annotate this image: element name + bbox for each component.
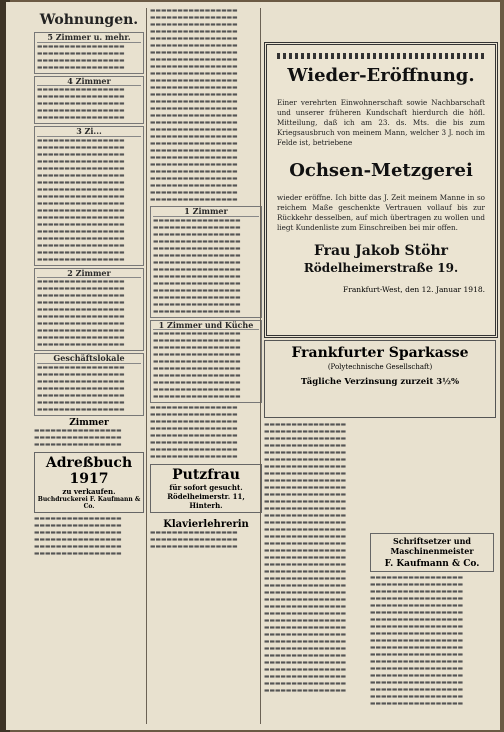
wiedereroeffnung-ad [264,42,498,338]
putzfrau-addr: Rödelheimerstr. 11, Hinterh. [167,492,245,511]
zimmer-heading: Zimmer [69,417,109,428]
ad-footer-date: Frankfurt-West, den 12. Januar 1918. [343,285,485,294]
schriftsetzer-company: F. Kaufmann & Co. [384,559,480,569]
column-rule [260,8,261,724]
putzfrau-sub: für sofort gesucht. [169,483,243,493]
ad-ornament [277,53,485,59]
section-2-zimmer: 2 Zimmer ▬▬▬▬▬▬▬▬▬▬▬▬▬▬▬▬ ▬▬▬▬▬▬▬▬▬▬▬▬▬▬▬▬ ▬▬▬▬▬▬▬▬▬▬▬▬▬▬▬▬ ▬▬▬▬▬▬▬▬▬▬▬▬▬▬▬▬ ▬▬▬▬▬▬▬▬▬▬▬▬▬▬▬▬ ▬▬▬▬▬▬▬▬▬▬▬▬▬▬▬▬ ▬▬▬▬▬▬▬▬▬▬▬▬▬▬▬▬ ▬▬▬▬▬▬▬▬▬▬▬▬▬▬▬▬ ▬▬▬▬▬▬▬▬▬▬▬▬▬▬▬▬ ▬▬▬▬▬▬▬▬▬▬▬▬▬▬▬▬ [34,268,144,352]
section-3-zimmer: 3 Zi... ▬▬▬▬▬▬▬▬▬▬▬▬▬▬▬▬ ▬▬▬▬▬▬▬▬▬▬▬▬▬▬▬▬ ▬▬▬▬▬▬▬▬▬▬▬▬▬▬▬▬ ▬▬▬▬▬▬▬▬▬▬▬▬▬▬▬▬ ▬▬▬▬▬▬▬▬▬▬▬▬▬▬▬▬ ▬▬▬▬▬▬▬▬▬▬▬▬▬▬▬▬ ▬▬▬▬▬▬▬▬▬▬▬▬▬▬▬▬ ▬▬▬▬▬▬▬▬▬▬▬▬▬▬▬▬ ▬▬▬▬▬▬▬▬▬▬▬▬▬▬▬▬ ▬▬▬▬▬▬▬▬▬▬▬▬▬▬▬▬ ▬▬▬▬▬▬▬▬▬▬▬▬▬▬▬▬ ▬▬▬▬▬▬▬▬▬▬▬▬▬▬▬▬ ▬▬▬▬▬▬▬▬▬▬▬▬▬▬▬▬ ▬▬▬▬▬▬▬▬▬▬▬▬▬▬▬▬ ▬▬▬▬▬▬▬▬▬▬▬▬▬▬▬▬ ▬▬▬▬▬▬▬▬▬▬▬▬▬▬▬▬ ▬▬▬▬▬▬▬▬▬▬▬▬▬▬▬▬ ▬▬▬▬▬▬▬▬▬▬▬▬▬▬▬▬ [34,126,144,266]
ad-text-body: wieder eröffne. Ich bitte das J. Zeit meinem Manne in so reichem Maße geschenkte Vertrauen vollauf bis zur Rückkehr desselben, auf mich übertragen zu wollen und liegt Kundenliste zum Einschreiben bei mir offen. [277,193,485,232]
adressbuch-line: Buchdruckerei F. Kaufmann & Co. [37,495,141,510]
putzfrau-ad [150,464,262,513]
column-wohnungen: Wohnungen. 5 Zimmer u. mehr. ▬▬▬▬▬▬▬▬▬▬▬▬▬▬▬▬ ▬▬▬▬▬▬▬▬▬▬▬▬▬▬▬▬ ▬▬▬▬▬▬▬▬▬▬▬▬▬▬▬▬ ▬▬▬▬▬▬▬▬▬▬▬▬▬▬▬▬ 4 Zimmer ▬▬▬▬▬▬▬▬▬▬▬▬▬▬▬▬ ▬▬▬▬▬▬▬▬▬▬▬▬▬▬▬▬ ▬▬▬▬▬▬▬▬▬▬▬▬▬▬▬▬ ▬▬▬▬▬▬▬▬▬▬▬▬▬▬▬▬ ▬▬▬▬▬▬▬▬▬▬▬▬▬▬▬▬ 3 Zi... ▬▬▬▬▬▬▬▬▬▬▬▬▬▬▬▬ ▬▬▬▬▬▬▬▬▬▬▬▬▬▬▬▬ ▬▬▬▬▬▬▬▬▬▬▬▬▬▬▬▬ ▬▬▬▬▬▬▬▬▬▬▬▬▬▬▬▬ ▬▬▬▬▬▬▬▬▬▬▬▬▬▬▬▬ ▬▬▬▬▬▬▬▬▬▬▬▬▬▬▬▬ ▬▬▬▬▬▬▬▬▬▬▬▬▬▬▬▬ ▬▬▬▬▬▬▬▬▬▬▬▬▬▬▬▬ ▬▬▬▬▬▬▬▬▬▬▬▬▬▬▬▬ ▬▬▬▬▬▬▬▬▬▬▬▬▬▬▬▬ ▬▬▬▬▬▬▬▬▬▬▬▬▬▬▬▬ ▬▬▬▬▬▬▬▬▬▬▬▬▬▬▬▬ ▬▬▬▬▬▬▬▬▬▬▬▬▬▬▬▬ ▬▬▬▬▬▬▬▬▬▬▬▬▬▬▬▬ ▬▬▬▬▬▬▬▬▬▬▬▬▬▬▬▬ ▬▬▬▬▬▬▬▬▬▬▬▬▬▬▬▬ ▬▬▬▬▬▬▬▬▬▬▬▬▬▬▬▬ ▬▬▬▬▬▬▬▬▬▬▬▬▬▬▬▬ 2 Zimmer ▬▬▬▬▬▬▬▬▬▬▬▬▬▬▬▬ ▬▬▬▬▬▬▬▬▬▬▬▬▬▬▬▬ ▬▬▬▬▬▬▬▬▬▬▬▬▬▬▬▬ ▬▬▬▬▬▬▬▬▬▬▬▬▬▬▬▬ ▬▬▬▬▬▬▬▬▬▬▬▬▬▬▬▬ ▬▬▬▬▬▬▬▬▬▬▬▬▬▬▬▬ ▬▬▬▬▬▬▬▬▬▬▬▬▬▬▬▬ ▬▬▬▬▬▬▬▬▬▬▬▬▬▬▬▬ ▬▬▬▬▬▬▬▬▬▬▬▬▬▬▬▬ ▬▬▬▬▬▬▬▬▬▬▬▬▬▬▬▬ Geschäftslokale ▬▬▬▬▬▬▬▬▬▬▬▬▬▬▬▬ ▬▬▬▬▬▬▬▬▬▬▬▬▬▬▬▬ ▬▬▬▬▬▬▬▬▬▬▬▬▬▬▬▬ ▬▬▬▬▬▬▬▬▬▬▬▬▬▬▬▬ ▬▬▬▬▬▬▬▬▬▬▬▬▬▬▬▬ ▬▬▬▬▬▬▬▬▬▬▬▬▬▬▬▬ ▬▬▬▬▬▬▬▬▬▬▬▬▬▬▬▬ Zimmer ▬▬▬▬▬▬▬▬▬▬▬▬▬▬▬▬ ▬▬▬▬▬▬▬▬▬▬▬▬▬▬▬▬ ▬▬▬▬▬▬▬▬▬▬▬▬▬▬▬▬ Adreßbuch 1917 zu verkaufen. Buchdruckerei F. Kaufmann & Co. ▬▬▬▬▬▬▬▬▬▬▬▬▬▬▬▬ ▬▬▬▬▬▬▬▬▬▬▬▬▬▬▬▬ ▬▬▬▬▬▬▬▬▬▬▬▬▬▬▬▬ ▬▬▬▬▬▬▬▬▬▬▬▬▬▬▬▬ ▬▬▬▬▬▬▬▬▬▬▬▬▬▬▬▬ ▬▬▬▬▬▬▬▬▬▬▬▬▬▬▬▬ [34,8,144,722]
klavierlehrerin-ad: Klavierlehrerin [163,519,249,531]
sparkasse-ad [264,340,496,418]
section-1-zimmer-kueche: 1 Zimmer und Küche ▬▬▬▬▬▬▬▬▬▬▬▬▬▬▬▬ ▬▬▬▬▬▬▬▬▬▬▬▬▬▬▬▬ ▬▬▬▬▬▬▬▬▬▬▬▬▬▬▬▬ ▬▬▬▬▬▬▬▬▬▬▬▬▬▬▬▬ ▬▬▬▬▬▬▬▬▬▬▬▬▬▬▬▬ ▬▬▬▬▬▬▬▬▬▬▬▬▬▬▬▬ ▬▬▬▬▬▬▬▬▬▬▬▬▬▬▬▬ ▬▬▬▬▬▬▬▬▬▬▬▬▬▬▬▬ ▬▬▬▬▬▬▬▬▬▬▬▬▬▬▬▬ ▬▬▬▬▬▬▬▬▬▬▬▬▬▬▬▬ [150,320,262,404]
sparkasse-rate: Tägliche Verzinsung zurzeit 3½% [300,377,460,387]
ad-owner-name: Frau Jakob Stöhr [313,243,449,259]
adressbuch-ad [34,452,144,513]
ad-title: Wieder-Eröffnung. [287,65,475,86]
ad-text-intro: Einer verehrten Einwohnerschaft sowie Nachbarschaft und unserer früheren Kundschaft hierdurch die höfl. Mitteilung, daß ich am 23. ds. Mts. die bis zum Kriegsausbruch von meinem Mann, welcher 3 J. noch im Felde ist, betriebene [277,98,485,147]
ad-address: Rödelheimerstraße 19. [303,261,459,275]
column-rule [146,8,147,724]
schriftsetzer-title: Schriftsetzer und Maschinenmeister [390,536,474,556]
section-5-zimmer: 5 Zimmer u. mehr. ▬▬▬▬▬▬▬▬▬▬▬▬▬▬▬▬ ▬▬▬▬▬▬▬▬▬▬▬▬▬▬▬▬ ▬▬▬▬▬▬▬▬▬▬▬▬▬▬▬▬ ▬▬▬▬▬▬▬▬▬▬▬▬▬▬▬▬ [34,32,144,74]
adressbuch-title: Adreßbuch 1917 [45,454,133,487]
section-4-zimmer: 4 Zimmer ▬▬▬▬▬▬▬▬▬▬▬▬▬▬▬▬ ▬▬▬▬▬▬▬▬▬▬▬▬▬▬▬▬ ▬▬▬▬▬▬▬▬▬▬▬▬▬▬▬▬ ▬▬▬▬▬▬▬▬▬▬▬▬▬▬▬▬ ▬▬▬▬▬▬▬▬▬▬▬▬▬▬▬▬ [34,76,144,125]
newspaper-page [6,2,500,730]
column-zimmer: ▬▬▬▬▬▬▬▬▬▬▬▬▬▬▬▬ ▬▬▬▬▬▬▬▬▬▬▬▬▬▬▬▬ ▬▬▬▬▬▬▬▬▬▬▬▬▬▬▬▬ ▬▬▬▬▬▬▬▬▬▬▬▬▬▬▬▬ ▬▬▬▬▬▬▬▬▬▬▬▬▬▬▬▬ ▬▬▬▬▬▬▬▬▬▬▬▬▬▬▬▬ ▬▬▬▬▬▬▬▬▬▬▬▬▬▬▬▬ ▬▬▬▬▬▬▬▬▬▬▬▬▬▬▬▬ ▬▬▬▬▬▬▬▬▬▬▬▬▬▬▬▬ ▬▬▬▬▬▬▬▬▬▬▬▬▬▬▬▬ ▬▬▬▬▬▬▬▬▬▬▬▬▬▬▬▬ ▬▬▬▬▬▬▬▬▬▬▬▬▬▬▬▬ ▬▬▬▬▬▬▬▬▬▬▬▬▬▬▬▬ ▬▬▬▬▬▬▬▬▬▬▬▬▬▬▬▬ ▬▬▬▬▬▬▬▬▬▬▬▬▬▬▬▬ ▬▬▬▬▬▬▬▬▬▬▬▬▬▬▬▬ ▬▬▬▬▬▬▬▬▬▬▬▬▬▬▬▬ ▬▬▬▬▬▬▬▬▬▬▬▬▬▬▬▬ ▬▬▬▬▬▬▬▬▬▬▬▬▬▬▬▬ ▬▬▬▬▬▬▬▬▬▬▬▬▬▬▬▬ ▬▬▬▬▬▬▬▬▬▬▬▬▬▬▬▬ ▬▬▬▬▬▬▬▬▬▬▬▬▬▬▬▬ ▬▬▬▬▬▬▬▬▬▬▬▬▬▬▬▬ ▬▬▬▬▬▬▬▬▬▬▬▬▬▬▬▬ ▬▬▬▬▬▬▬▬▬▬▬▬▬▬▬▬ ▬▬▬▬▬▬▬▬▬▬▬▬▬▬▬▬ ▬▬▬▬▬▬▬▬▬▬▬▬▬▬▬▬ ▬▬▬▬▬▬▬▬▬▬▬▬▬▬▬▬ 1 Zimmer ▬▬▬▬▬▬▬▬▬▬▬▬▬▬▬▬ ▬▬▬▬▬▬▬▬▬▬▬▬▬▬▬▬ ▬▬▬▬▬▬▬▬▬▬▬▬▬▬▬▬ ▬▬▬▬▬▬▬▬▬▬▬▬▬▬▬▬ ▬▬▬▬▬▬▬▬▬▬▬▬▬▬▬▬ ▬▬▬▬▬▬▬▬▬▬▬▬▬▬▬▬ ▬▬▬▬▬▬▬▬▬▬▬▬▬▬▬▬ ▬▬▬▬▬▬▬▬▬▬▬▬▬▬▬▬ ▬▬▬▬▬▬▬▬▬▬▬▬▬▬▬▬ ▬▬▬▬▬▬▬▬▬▬▬▬▬▬▬▬ ▬▬▬▬▬▬▬▬▬▬▬▬▬▬▬▬ ▬▬▬▬▬▬▬▬▬▬▬▬▬▬▬▬ ▬▬▬▬▬▬▬▬▬▬▬▬▬▬▬▬ ▬▬▬▬▬▬▬▬▬▬▬▬▬▬▬▬ 1 Zimmer und Küche ▬▬▬▬▬▬▬▬▬▬▬▬▬▬▬▬ ▬▬▬▬▬▬▬▬▬▬▬▬▬▬▬▬ ▬▬▬▬▬▬▬▬▬▬▬▬▬▬▬▬ ▬▬▬▬▬▬▬▬▬▬▬▬▬▬▬▬ ▬▬▬▬▬▬▬▬▬▬▬▬▬▬▬▬ ▬▬▬▬▬▬▬▬▬▬▬▬▬▬▬▬ ▬▬▬▬▬▬▬▬▬▬▬▬▬▬▬▬ ▬▬▬▬▬▬▬▬▬▬▬▬▬▬▬▬ ▬▬▬▬▬▬▬▬▬▬▬▬▬▬▬▬ ▬▬▬▬▬▬▬▬▬▬▬▬▬▬▬▬ ▬▬▬▬▬▬▬▬▬▬▬▬▬▬▬▬ ▬▬▬▬▬▬▬▬▬▬▬▬▬▬▬▬ ▬▬▬▬▬▬▬▬▬▬▬▬▬▬▬▬ ▬▬▬▬▬▬▬▬▬▬▬▬▬▬▬▬ ▬▬▬▬▬▬▬▬▬▬▬▬▬▬▬▬ ▬▬▬▬▬▬▬▬▬▬▬▬▬▬▬▬ ▬▬▬▬▬▬▬▬▬▬▬▬▬▬▬▬ ▬▬▬▬▬▬▬▬▬▬▬▬▬▬▬▬ Putzfrau für sofort gesucht. Rödelheimerstr. 11, Hinterh. Klavierlehrerin ▬▬▬▬▬▬▬▬▬▬▬▬▬▬▬▬ ▬▬▬▬▬▬▬▬▬▬▬▬▬▬▬▬ ▬▬▬▬▬▬▬▬▬▬▬▬▬▬▬▬ [150,8,262,722]
schriftsetzer-ad [370,533,494,572]
section-geschaeftslokale: Geschäftslokale ▬▬▬▬▬▬▬▬▬▬▬▬▬▬▬▬ ▬▬▬▬▬▬▬▬▬▬▬▬▬▬▬▬ ▬▬▬▬▬▬▬▬▬▬▬▬▬▬▬▬ ▬▬▬▬▬▬▬▬▬▬▬▬▬▬▬▬ ▬▬▬▬▬▬▬▬▬▬▬▬▬▬▬▬ ▬▬▬▬▬▬▬▬▬▬▬▬▬▬▬▬ ▬▬▬▬▬▬▬▬▬▬▬▬▬▬▬▬ [34,353,144,416]
ad-shop-name: Ochsen-Metzgerei [289,160,473,181]
sparkasse-sub: (Polytechnische Gesellschaft) [327,363,433,371]
putzfrau-title: Putzfrau [172,467,240,484]
section-1-zimmer: 1 Zimmer ▬▬▬▬▬▬▬▬▬▬▬▬▬▬▬▬ ▬▬▬▬▬▬▬▬▬▬▬▬▬▬▬▬ ▬▬▬▬▬▬▬▬▬▬▬▬▬▬▬▬ ▬▬▬▬▬▬▬▬▬▬▬▬▬▬▬▬ ▬▬▬▬▬▬▬▬▬▬▬▬▬▬▬▬ ▬▬▬▬▬▬▬▬▬▬▬▬▬▬▬▬ ▬▬▬▬▬▬▬▬▬▬▬▬▬▬▬▬ ▬▬▬▬▬▬▬▬▬▬▬▬▬▬▬▬ ▬▬▬▬▬▬▬▬▬▬▬▬▬▬▬▬ ▬▬▬▬▬▬▬▬▬▬▬▬▬▬▬▬ ▬▬▬▬▬▬▬▬▬▬▬▬▬▬▬▬ ▬▬▬▬▬▬▬▬▬▬▬▬▬▬▬▬ ▬▬▬▬▬▬▬▬▬▬▬▬▬▬▬▬ ▬▬▬▬▬▬▬▬▬▬▬▬▬▬▬▬ [150,206,262,318]
wohnungen-heading: Wohnungen. [39,12,139,28]
adressbuch-sub: zu verkaufen. [62,486,116,496]
column-anzeigen: ▬▬▬▬▬▬▬▬▬▬▬▬▬▬▬ ▬▬▬▬▬▬▬▬▬▬▬▬▬▬▬ ▬▬▬▬▬▬▬▬▬▬▬▬▬▬▬ ▬▬▬▬▬▬▬▬▬▬▬▬▬▬▬ ▬▬▬▬▬▬▬▬▬▬▬▬▬▬▬ ▬▬▬▬▬▬▬▬▬▬▬▬▬▬▬ ▬▬▬▬▬▬▬▬▬▬▬▬▬▬▬ ▬▬▬▬▬▬▬▬▬▬▬▬▬▬▬ ▬▬▬▬▬▬▬▬▬▬▬▬▬▬▬ ▬▬▬▬▬▬▬▬▬▬▬▬▬▬▬ ▬▬▬▬▬▬▬▬▬▬▬▬▬▬▬ ▬▬▬▬▬▬▬▬▬▬▬▬▬▬▬ ▬▬▬▬▬▬▬▬▬▬▬▬▬▬▬ ▬▬▬▬▬▬▬▬▬▬▬▬▬▬▬ ▬▬▬▬▬▬▬▬▬▬▬▬▬▬▬ ▬▬▬▬▬▬▬▬▬▬▬▬▬▬▬ ▬▬▬▬▬▬▬▬▬▬▬▬▬▬▬ ▬▬▬▬▬▬▬▬▬▬▬▬▬▬▬ ▬▬▬▬▬▬▬▬▬▬▬▬▬▬▬ ▬▬▬▬▬▬▬▬▬▬▬▬▬▬▬ ▬▬▬▬▬▬▬▬▬▬▬▬▬▬▬ ▬▬▬▬▬▬▬▬▬▬▬▬▬▬▬ ▬▬▬▬▬▬▬▬▬▬▬▬▬▬▬ ▬▬▬▬▬▬▬▬▬▬▬▬▬▬▬ ▬▬▬▬▬▬▬▬▬▬▬▬▬▬▬ ▬▬▬▬▬▬▬▬▬▬▬▬▬▬▬ ▬▬▬▬▬▬▬▬▬▬▬▬▬▬▬ ▬▬▬▬▬▬▬▬▬▬▬▬▬▬▬ ▬▬▬▬▬▬▬▬▬▬▬▬▬▬▬ ▬▬▬▬▬▬▬▬▬▬▬▬▬▬▬ ▬▬▬▬▬▬▬▬▬▬▬▬▬▬▬ ▬▬▬▬▬▬▬▬▬▬▬▬▬▬▬ ▬▬▬▬▬▬▬▬▬▬▬▬▬▬▬ ▬▬▬▬▬▬▬▬▬▬▬▬▬▬▬ ▬▬▬▬▬▬▬▬▬▬▬▬▬▬▬ ▬▬▬▬▬▬▬▬▬▬▬▬▬▬▬ ▬▬▬▬▬▬▬▬▬▬▬▬▬▬▬ ▬▬▬▬▬▬▬▬▬▬▬▬▬▬▬ ▬▬▬▬▬▬▬▬▬▬▬▬▬▬▬ [264,422,347,694]
column-stellen: Schriftsetzer und Maschinenmeister F. Kaufmann & Co. ▬▬▬▬▬▬▬▬▬▬▬▬▬▬▬▬▬ ▬▬▬▬▬▬▬▬▬▬▬▬▬▬▬▬▬ ▬▬▬▬▬▬▬▬▬▬▬▬▬▬▬▬▬ ▬▬▬▬▬▬▬▬▬▬▬▬▬▬▬▬▬ ▬▬▬▬▬▬▬▬▬▬▬▬▬▬▬▬▬ ▬▬▬▬▬▬▬▬▬▬▬▬▬▬▬▬▬ ▬▬▬▬▬▬▬▬▬▬▬▬▬▬▬▬▬ ▬▬▬▬▬▬▬▬▬▬▬▬▬▬▬▬▬ ▬▬▬▬▬▬▬▬▬▬▬▬▬▬▬▬▬ ▬▬▬▬▬▬▬▬▬▬▬▬▬▬▬▬▬ ▬▬▬▬▬▬▬▬▬▬▬▬▬▬▬▬▬ ▬▬▬▬▬▬▬▬▬▬▬▬▬▬▬▬▬ ▬▬▬▬▬▬▬▬▬▬▬▬▬▬▬▬▬ ▬▬▬▬▬▬▬▬▬▬▬▬▬▬▬▬▬ ▬▬▬▬▬▬▬▬▬▬▬▬▬▬▬▬▬ ▬▬▬▬▬▬▬▬▬▬▬▬▬▬▬▬▬ ▬▬▬▬▬▬▬▬▬▬▬▬▬▬▬▬▬ ▬▬▬▬▬▬▬▬▬▬▬▬▬▬▬▬▬ ▬▬▬▬▬▬▬▬▬▬▬▬▬▬▬▬▬ [370,530,494,720]
sparkasse-title: Frankfurter Sparkasse [291,345,469,361]
